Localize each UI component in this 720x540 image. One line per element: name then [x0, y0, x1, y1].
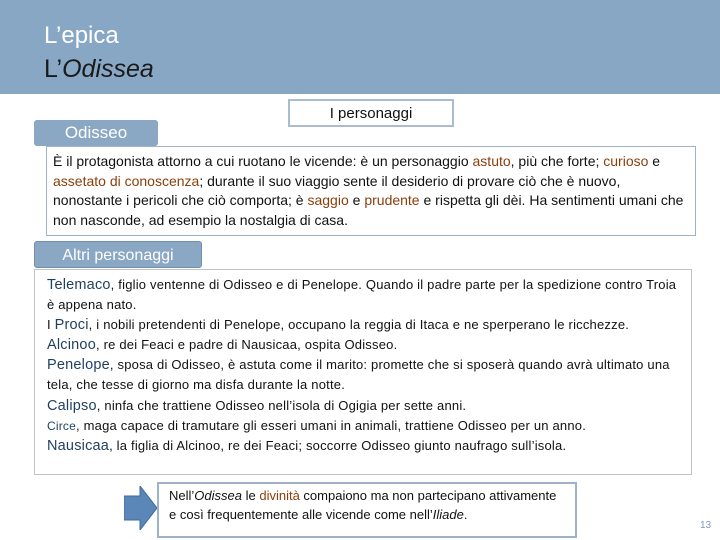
keyword-assetato: assetato di conoscenza: [53, 172, 200, 189]
character-name: Calipso: [47, 397, 97, 414]
character-proci: [47, 315, 679, 335]
altri-personaggi-tab: Altri personaggi: [34, 241, 202, 268]
personaggi-heading-box: I personaggi: [288, 99, 454, 127]
odisseo-text-6: e rispetta gli dèi. Ha sentimenti umani che non nasconde, ad esempio la nostalgia di casa.: [53, 192, 684, 228]
odisseo-text-3: e: [648, 153, 661, 169]
character-desc: , i nobili pretendenti di Penelope, occupano la reggia di Itaca e ne sperperano le ricchezze.: [88, 317, 630, 333]
character-telemaco: [47, 275, 679, 315]
slide-header: [0, 0, 720, 94]
dei-title-odissea: Odissea: [194, 488, 242, 503]
keyword-divinita: divinità: [259, 488, 300, 503]
divinita-box: [157, 482, 577, 538]
character-desc: , re dei Feaci e padre di Nausicaa, ospita Odisseo.: [95, 337, 398, 353]
odisseo-text-5: e: [348, 192, 365, 208]
character-calipso: [47, 396, 679, 416]
character-prefix: I: [47, 317, 55, 333]
character-desc: , la figlia di Alcinoo, re dei Feaci; soccorre Odisseo giunto naufrago sull’isola.: [109, 437, 567, 453]
dei-title-iliade: Iliade: [432, 507, 464, 522]
odisseo-text-2: , più che forte;: [510, 153, 604, 169]
keyword-curioso: curioso: [603, 153, 649, 169]
slide-subtitle-odissea: L’Odissea: [44, 55, 154, 83]
character-desc: , ninfa che trattiene Odisseo nell’isola di Ogigia per sette anni.: [96, 397, 467, 413]
keyword-prudente: prudente: [364, 192, 420, 208]
dei-text-1: Nell’: [169, 488, 195, 503]
dei-text-4: .: [463, 507, 468, 522]
character-name: Nausicaa: [47, 437, 110, 454]
keyword-astuto: astuto: [472, 153, 511, 169]
character-penelope: [47, 355, 679, 395]
page-number: 13: [700, 520, 712, 531]
subtitle-italic: Odissea: [62, 55, 154, 83]
character-name: Proci: [54, 317, 89, 334]
dei-text-3: compaiono ma non partecipano attivamente e così frequentemente alle vicende come nell’: [169, 488, 557, 522]
character-desc: , figlio ventenne di Odisseo e di Penelope. Quando il padre parte per la spedizione contro Troia è appena nato.: [47, 277, 677, 313]
character-nausicaa: [47, 436, 679, 456]
character-desc: , sposa di Odisseo, è astuta come il marito: promette che si sposerà quando avrà ultimato una tela, che tesse di giorno ma disfa durante la notte.: [47, 357, 670, 393]
odisseo-text-4: ; durante il suo viaggio sente il desiderio di provare ciò che è nuovo, nonostante i pericoli che ciò comporta; è: [53, 172, 621, 208]
character-desc: , maga capace di tramutare gli esseri umani in animali, trattiene Odisseo per un anno.: [76, 417, 587, 433]
odisseo-tab: Odisseo: [34, 120, 158, 146]
character-name: Alcinoo: [47, 337, 96, 354]
right-arrow-icon: [124, 486, 158, 530]
slide-title-epica: L’epica: [44, 22, 119, 49]
keyword-saggio: saggio: [307, 192, 349, 208]
odisseo-description-box: [46, 146, 696, 236]
character-name: Penelope: [47, 357, 110, 374]
character-name: Circe: [47, 418, 77, 433]
character-circe: [47, 416, 679, 436]
odisseo-text-1: È il protagonista attorno a cui ruotano le vicende: è un personaggio: [53, 153, 473, 169]
character-alcinoo: [47, 335, 679, 355]
character-name: Telemaco: [47, 277, 111, 293]
dei-text-2: le: [242, 488, 260, 503]
altri-personaggi-box: [34, 269, 692, 475]
